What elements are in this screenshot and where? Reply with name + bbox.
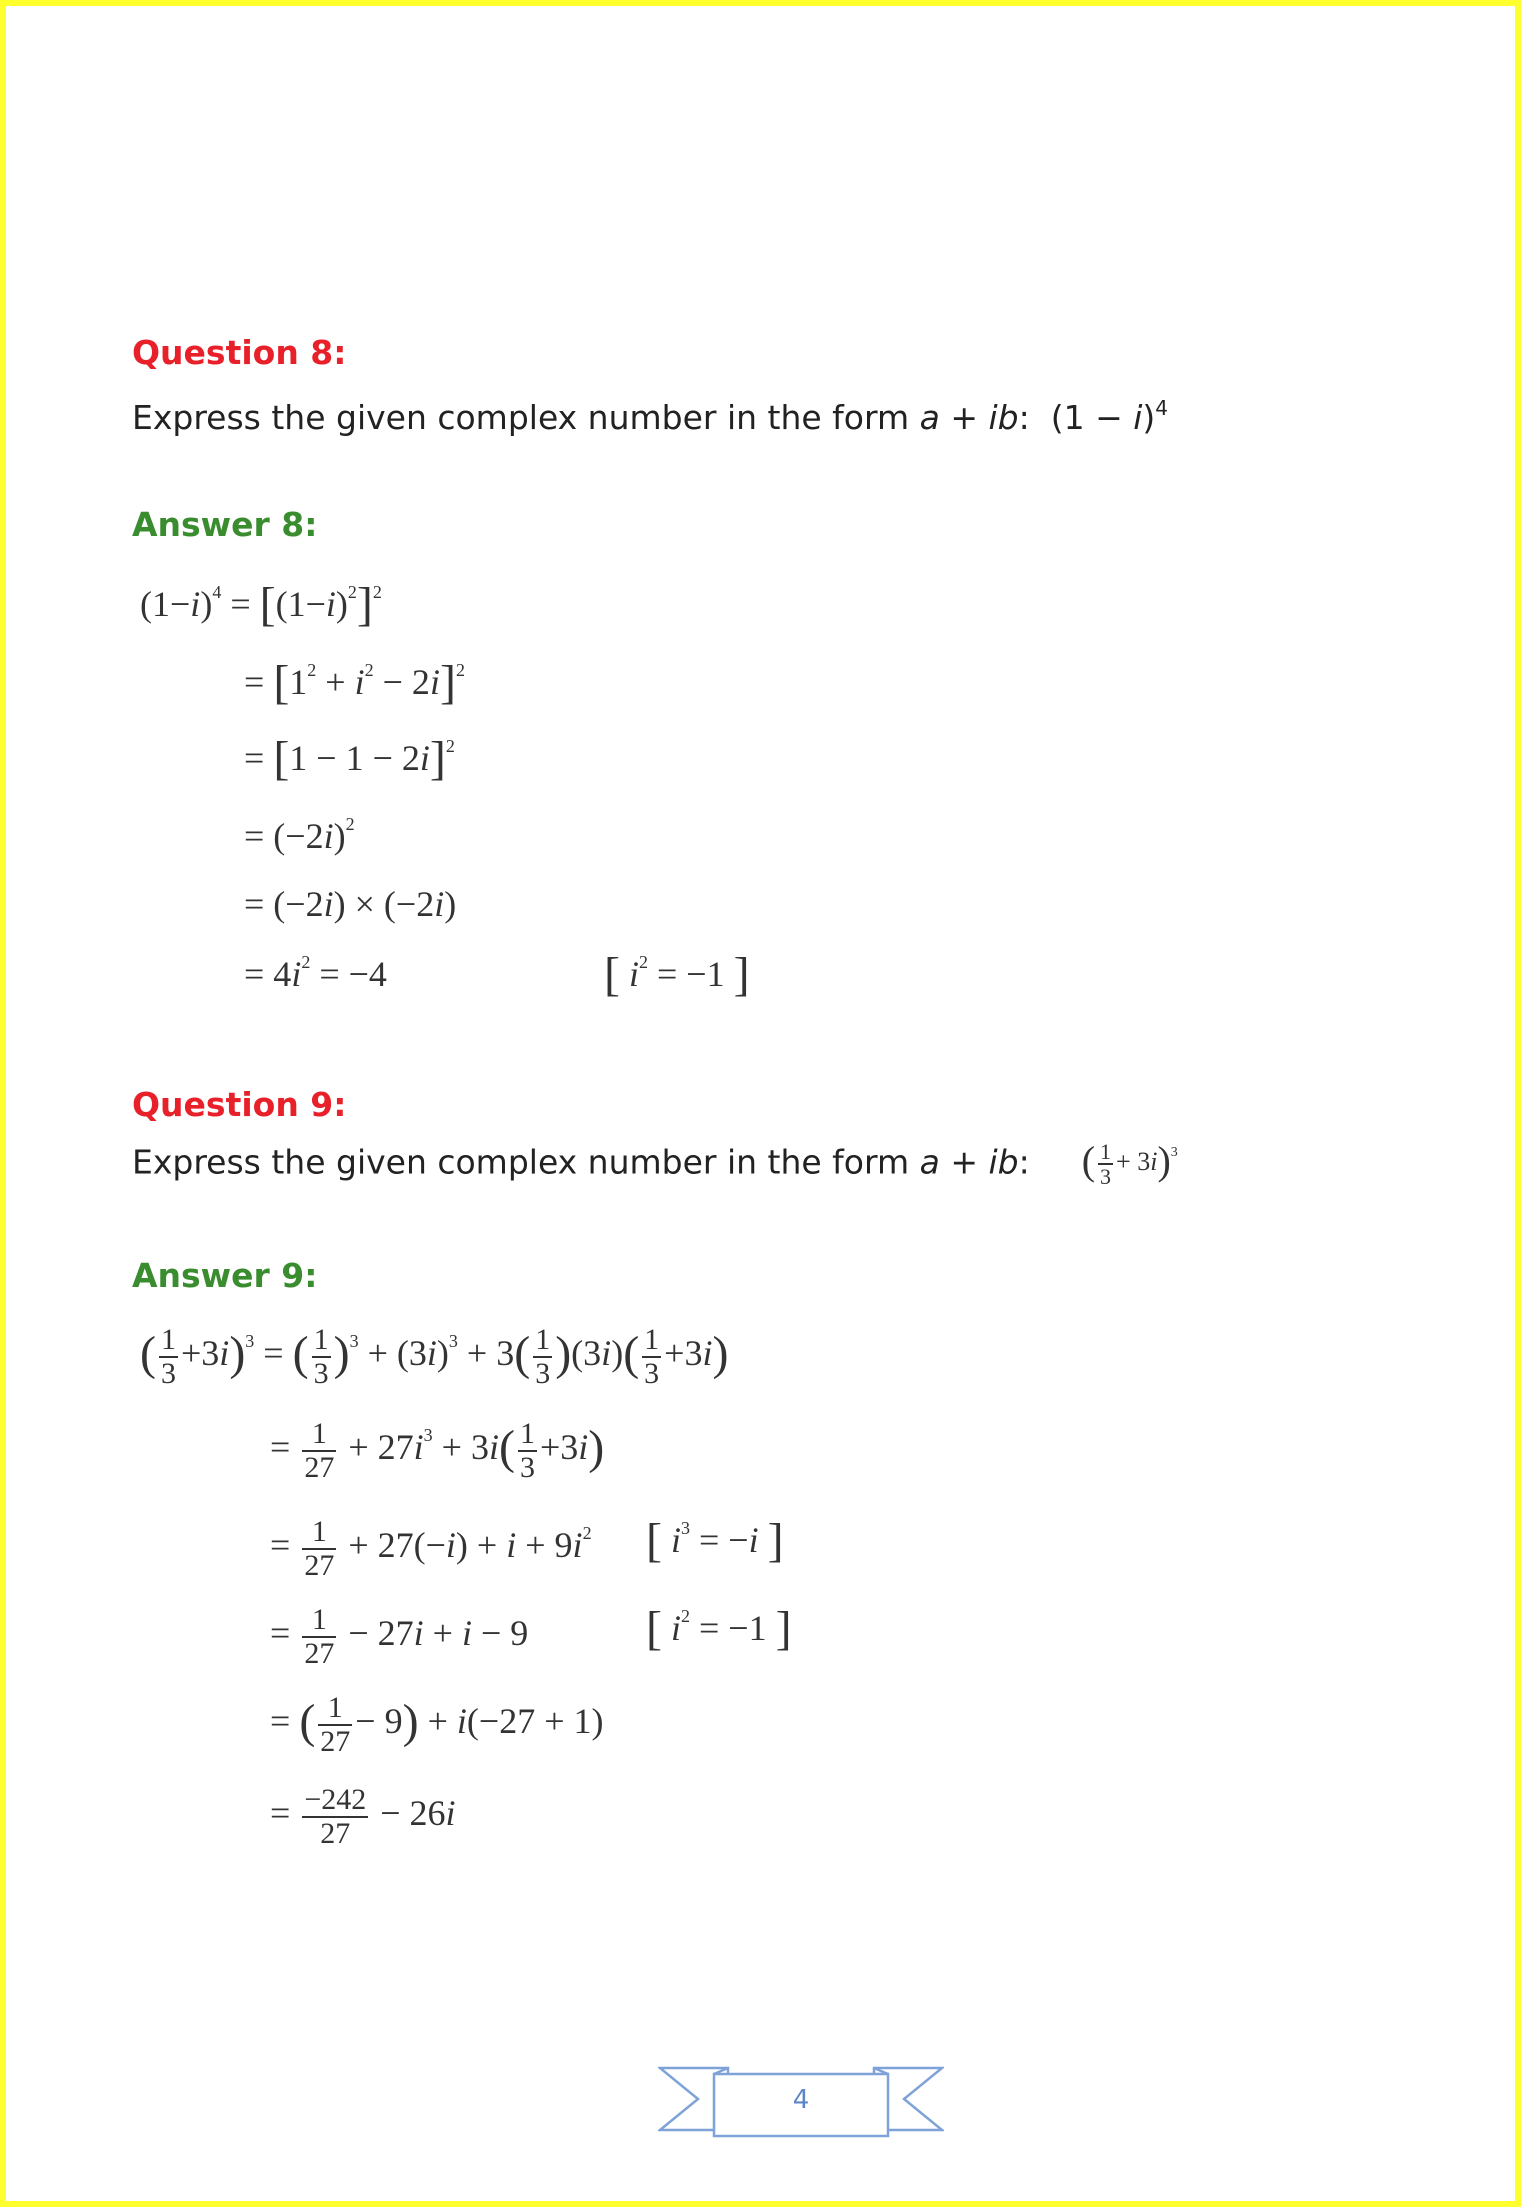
- page-footer: [658, 2058, 944, 2142]
- answer-8-note: [ $i^2 = -1$ ]: [604, 948, 750, 1001]
- answer-9-note-2: [ $i^2 = -1$ ]: [646, 1602, 792, 1655]
- answer-9-step-2: = $\frac{1}{27}$ + $27i^3 + 3i$( $\frac{1}{3}$ +3i): [270, 1417, 605, 1484]
- answer-9-step-5: = ( $\frac{1}{27}$ − 9) + i(−27 + 1): [270, 1691, 604, 1758]
- answer-8-step-4: = $(-2i)^2$: [244, 814, 355, 856]
- page-number: 4: [792, 2085, 810, 2115]
- answer-9-step-6: = $\frac{-242}{27}$ − 26i: [270, 1783, 456, 1850]
- question-8-prompt: Express the given complex number in the form a + ib: $(1 - i)^4$: [132, 396, 1169, 437]
- answer-9-heading: Answer 9:: [132, 1256, 318, 1295]
- answer-8-step-1: $(1-i)^4 = [(1-i)^2]^2$: [140, 578, 382, 631]
- answer-8-step-3: = $[1 - 1 - 2i]^2$: [244, 732, 455, 785]
- answer-9-step-4: = $\frac{1}{27}$ − 27i + i − 9: [270, 1603, 529, 1670]
- answer-8-step-5: = (−2i) × (−2i): [244, 884, 457, 924]
- answer-9-note-1: [ $i^3 = -i$ ]: [646, 1514, 784, 1567]
- question-9-prompt: Express the given complex number in the form a + ib: ( $\frac{1}{3}$ + 3i)$^3$: [132, 1138, 1178, 1190]
- answer-8-step-6: = $4i^2 = -4$: [244, 952, 387, 994]
- question-9-heading: Question 9:: [132, 1085, 347, 1124]
- answer-8-heading: Answer 8:: [132, 505, 318, 544]
- question-8-heading: Question 8:: [132, 333, 347, 372]
- answer-8-step-2: = $[1^2 + i^2 - 2i]^2$: [244, 656, 465, 709]
- answer-9-step-3: = $\frac{1}{27}$ + $27(-i) + i + 9i^2$: [270, 1515, 592, 1582]
- answer-9-step-1: ( $\frac{1}{3}$ +3i)$^3$ = ( $\frac{1}{3}$ )$^3 + (3i)^3 + 3$( $\frac{1}{3}$ )(3i)( $\frac{1}{3}$ +3i): [140, 1323, 729, 1390]
